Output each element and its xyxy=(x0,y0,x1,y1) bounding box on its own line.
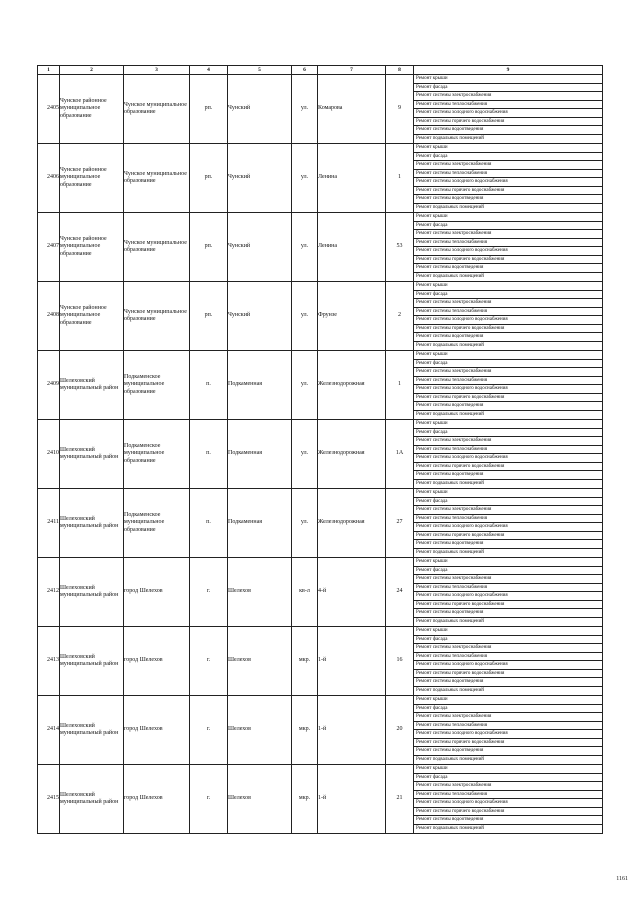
work-item: Ремонт системы горячего водоснабжения xyxy=(414,601,602,610)
column-header: 1 xyxy=(38,66,60,75)
house-cell: 27 xyxy=(386,489,414,558)
work-item: Ремонт фасада xyxy=(414,84,602,93)
work-item: Ремонт крыши xyxy=(414,282,602,291)
works-cell xyxy=(414,696,603,765)
work-item: Ремонт крыши xyxy=(414,213,602,222)
district-cell: Чунское районное муниципальное образование xyxy=(60,75,124,144)
street-cell: 4-й xyxy=(318,558,386,627)
place-cell: Подкаменная xyxy=(228,489,292,558)
work-item: Ремонт фасада xyxy=(414,774,602,783)
street-type-cell: ул. xyxy=(292,420,318,489)
work-item: Ремонт фасада xyxy=(414,429,602,438)
work-item: Ремонт системы холодного водоснабжения xyxy=(414,385,602,394)
work-item: Ремонт системы теплоснабжения xyxy=(414,446,602,455)
works-cell xyxy=(414,765,603,834)
place-type-cell: рп. xyxy=(190,213,228,282)
work-item: Ремонт системы холодного водоснабжения xyxy=(414,523,602,532)
work-item: Ремонт фасада xyxy=(414,291,602,300)
work-item: Ремонт крыши xyxy=(414,75,602,84)
place-cell: Шелехов xyxy=(228,696,292,765)
street-cell: 1-й xyxy=(318,696,386,765)
work-item: Ремонт системы электроснабжения xyxy=(414,713,602,722)
work-item: Ремонт системы горячего водоснабжения xyxy=(414,463,602,472)
table-row xyxy=(38,420,603,489)
work-item: Ремонт системы теплоснабжения xyxy=(414,653,602,662)
work-item: Ремонт системы водоотведения xyxy=(414,402,602,411)
column-header: 9 xyxy=(414,66,603,75)
place-type-cell: п. xyxy=(190,351,228,420)
district-cell: Шелеховский муниципальный район xyxy=(60,627,124,696)
work-item: Ремонт системы холодного водоснабжения xyxy=(414,592,602,601)
work-item: Ремонт системы теплоснабжения xyxy=(414,722,602,731)
works-cell xyxy=(414,627,603,696)
row-number: 2406 xyxy=(38,144,60,213)
page-number: 1161 xyxy=(616,876,628,882)
work-item: Ремонт системы теплоснабжения xyxy=(414,308,602,317)
table-row xyxy=(38,627,603,696)
work-item: Ремонт системы водоотведения xyxy=(414,195,602,204)
house-cell: 1 xyxy=(386,351,414,420)
district-cell: Чунское районное муниципальное образование xyxy=(60,282,124,351)
work-item: Ремонт системы электроснабжения xyxy=(414,506,602,515)
column-header: 3 xyxy=(124,66,190,75)
house-cell: 2 xyxy=(386,282,414,351)
work-item: Ремонт системы электроснабжения xyxy=(414,299,602,308)
work-item: Ремонт системы электроснабжения xyxy=(414,575,602,584)
works-cell xyxy=(414,213,603,282)
table-row xyxy=(38,765,603,834)
work-item: Ремонт системы электроснабжения xyxy=(414,437,602,446)
row-number: 2411 xyxy=(38,489,60,558)
district-cell: Шелеховский муниципальный район xyxy=(60,351,124,420)
register-table xyxy=(37,65,603,834)
settlement-cell: Подкаменское муниципальное образование xyxy=(124,420,190,489)
work-item: Ремонт системы электроснабжения xyxy=(414,782,602,791)
work-item: Ремонт системы горячего водоснабжения xyxy=(414,739,602,748)
place-type-cell: г. xyxy=(190,696,228,765)
work-item: Ремонт системы электроснабжения xyxy=(414,230,602,239)
place-type-cell: рп. xyxy=(190,75,228,144)
work-item: Ремонт системы водоотведения xyxy=(414,816,602,825)
street-type-cell: ул. xyxy=(292,75,318,144)
work-item: Ремонт подвальных помещений xyxy=(416,342,484,348)
settlement-cell: Чунское муниципальное образование xyxy=(124,144,190,213)
district-cell: Шелеховский муниципальный район xyxy=(60,558,124,627)
settlement-cell: Чунское муниципальное образование xyxy=(124,75,190,144)
district-cell: Шелеховский муниципальный район xyxy=(60,765,124,834)
place-cell: Шелехов xyxy=(228,627,292,696)
work-item: Ремонт фасада xyxy=(414,636,602,645)
street-type-cell: ул. xyxy=(292,489,318,558)
settlement-cell: город Шелехов xyxy=(124,696,190,765)
place-type-cell: рп. xyxy=(190,282,228,351)
table-row xyxy=(38,75,603,144)
work-item: Ремонт системы теплоснабжения xyxy=(414,101,602,110)
street-cell: Железнодорожная xyxy=(318,420,386,489)
work-item: Ремонт фасада xyxy=(414,705,602,714)
column-header: 8 xyxy=(386,66,414,75)
street-type-cell: мкр. xyxy=(292,627,318,696)
work-item: Ремонт системы холодного водоснабжения xyxy=(414,247,602,256)
work-item: Ремонт системы теплоснабжения xyxy=(414,584,602,593)
work-item: Ремонт крыши xyxy=(414,144,602,153)
works-cell xyxy=(414,558,603,627)
place-type-cell: п. xyxy=(190,489,228,558)
work-item: Ремонт системы водоотведения xyxy=(414,609,602,618)
work-item: Ремонт подвальных помещений xyxy=(416,825,484,831)
work-item: Ремонт системы теплоснабжения xyxy=(414,239,602,248)
works-cell xyxy=(414,489,603,558)
table-body xyxy=(38,75,603,834)
place-cell: Чунский xyxy=(228,144,292,213)
place-cell: Подкаменная xyxy=(228,420,292,489)
work-item: Ремонт системы водоотведения xyxy=(414,126,602,135)
works-cell xyxy=(414,282,603,351)
works-cell xyxy=(414,420,603,489)
settlement-cell: Подкаменское муниципальное образование xyxy=(124,489,190,558)
place-type-cell: рп. xyxy=(190,144,228,213)
table-row xyxy=(38,213,603,282)
work-item: Ремонт подвальных помещений xyxy=(416,549,484,555)
house-cell: 24 xyxy=(386,558,414,627)
place-cell: Чунский xyxy=(228,75,292,144)
street-type-cell: ул. xyxy=(292,144,318,213)
row-number: 2414 xyxy=(38,696,60,765)
work-item: Ремонт системы холодного водоснабжения xyxy=(414,316,602,325)
work-item: Ремонт системы горячего водоснабжения xyxy=(414,187,602,196)
work-item: Ремонт системы горячего водоснабжения xyxy=(414,808,602,817)
work-item: Ремонт системы электроснабжения xyxy=(414,161,602,170)
house-cell: 1А xyxy=(386,420,414,489)
work-item: Ремонт фасада xyxy=(414,222,602,231)
row-number: 2410 xyxy=(38,420,60,489)
column-header: 6 xyxy=(292,66,318,75)
work-item: Ремонт фасада xyxy=(414,567,602,576)
table-row xyxy=(38,489,603,558)
work-item: Ремонт системы водоотведения xyxy=(414,471,602,480)
work-item: Ремонт системы холодного водоснабжения xyxy=(414,730,602,739)
row-number: 2408 xyxy=(38,282,60,351)
work-item: Ремонт системы горячего водоснабжения xyxy=(414,325,602,334)
work-item: Ремонт подвальных помещений xyxy=(416,135,484,141)
header-row xyxy=(38,66,603,75)
column-header: 2 xyxy=(60,66,124,75)
house-cell: 20 xyxy=(386,696,414,765)
row-number: 2415 xyxy=(38,765,60,834)
house-cell: 21 xyxy=(386,765,414,834)
column-header: 5 xyxy=(228,66,292,75)
works-cell xyxy=(414,351,603,420)
district-cell: Чунское районное муниципальное образование xyxy=(60,213,124,282)
work-item: Ремонт системы холодного водоснабжения xyxy=(414,178,602,187)
work-item: Ремонт системы водоотведения xyxy=(414,264,602,273)
place-cell: Чунский xyxy=(228,213,292,282)
table-row xyxy=(38,282,603,351)
work-item: Ремонт системы холодного водоснабжения xyxy=(414,454,602,463)
work-item: Ремонт фасада xyxy=(414,153,602,162)
work-item: Ремонт фасада xyxy=(414,360,602,369)
work-item: Ремонт системы водоотведения xyxy=(414,678,602,687)
row-number: 2407 xyxy=(38,213,60,282)
settlement-cell: Чунское муниципальное образование xyxy=(124,213,190,282)
district-cell: Шелеховский муниципальный район xyxy=(60,696,124,765)
work-item: Ремонт крыши xyxy=(414,765,602,774)
street-type-cell: кв-л xyxy=(292,558,318,627)
district-cell: Шелеховский муниципальный район xyxy=(60,420,124,489)
work-item: Ремонт системы электроснабжения xyxy=(414,644,602,653)
district-cell: Шелеховский муниципальный район xyxy=(60,489,124,558)
street-cell: Железнодорожная xyxy=(318,351,386,420)
work-item: Ремонт крыши xyxy=(414,489,602,498)
work-item: Ремонт подвальных помещений xyxy=(416,618,484,624)
street-type-cell: мкр. xyxy=(292,765,318,834)
work-item: Ремонт системы электроснабжения xyxy=(414,92,602,101)
work-item: Ремонт системы водоотведения xyxy=(414,333,602,342)
house-cell: 16 xyxy=(386,627,414,696)
work-item: Ремонт системы теплоснабжения xyxy=(414,791,602,800)
work-item: Ремонт системы горячего водоснабжения xyxy=(414,532,602,541)
place-type-cell: г. xyxy=(190,765,228,834)
column-header: 7 xyxy=(318,66,386,75)
work-item: Ремонт системы горячего водоснабжения xyxy=(414,394,602,403)
table-row xyxy=(38,558,603,627)
work-item: Ремонт системы электроснабжения xyxy=(414,368,602,377)
table-row xyxy=(38,144,603,213)
street-cell: Ленина xyxy=(318,144,386,213)
street-cell: 1-й xyxy=(318,627,386,696)
work-item: Ремонт системы горячего водоснабжения xyxy=(414,118,602,127)
work-item: Ремонт подвальных помещений xyxy=(416,480,484,486)
table-row xyxy=(38,351,603,420)
street-type-cell: ул. xyxy=(292,351,318,420)
work-item: Ремонт крыши xyxy=(414,696,602,705)
house-cell: 53 xyxy=(386,213,414,282)
work-item: Ремонт фасада xyxy=(414,498,602,507)
works-cell xyxy=(414,144,603,213)
place-cell: Чунский xyxy=(228,282,292,351)
work-item: Ремонт системы теплоснабжения xyxy=(414,377,602,386)
street-cell: Ленина xyxy=(318,213,386,282)
work-item: Ремонт системы холодного водоснабжения xyxy=(414,661,602,670)
work-item: Ремонт системы водоотведения xyxy=(414,540,602,549)
work-item: Ремонт крыши xyxy=(414,558,602,567)
street-type-cell: ул. xyxy=(292,213,318,282)
settlement-cell: город Шелехов xyxy=(124,627,190,696)
work-item: Ремонт подвальных помещений xyxy=(416,756,484,762)
place-type-cell: г. xyxy=(190,627,228,696)
street-cell: Фрунзе xyxy=(318,282,386,351)
work-item: Ремонт крыши xyxy=(414,351,602,360)
place-type-cell: п. xyxy=(190,420,228,489)
work-item: Ремонт подвальных помещений xyxy=(416,411,484,417)
house-cell: 1 xyxy=(386,144,414,213)
settlement-cell: Чунское муниципальное образование xyxy=(124,282,190,351)
table-row xyxy=(38,696,603,765)
row-number: 2409 xyxy=(38,351,60,420)
work-item: Ремонт системы холодного водоснабжения xyxy=(414,799,602,808)
place-cell: Подкаменная xyxy=(228,351,292,420)
works-cell xyxy=(414,75,603,144)
place-cell: Шелехов xyxy=(228,558,292,627)
work-item: Ремонт системы холодного водоснабжения xyxy=(414,109,602,118)
work-item: Ремонт крыши xyxy=(414,627,602,636)
row-number: 2405 xyxy=(38,75,60,144)
work-item: Ремонт подвальных помещений xyxy=(416,273,484,279)
work-item: Ремонт системы теплоснабжения xyxy=(414,170,602,179)
street-cell: Железнодорожная xyxy=(318,489,386,558)
work-item: Ремонт системы теплоснабжения xyxy=(414,515,602,524)
work-item: Ремонт системы водоотведения xyxy=(414,747,602,756)
place-cell: Шелехов xyxy=(228,765,292,834)
work-item: Ремонт подвальных помещений xyxy=(416,687,484,693)
work-item: Ремонт системы горячего водоснабжения xyxy=(414,670,602,679)
work-item: Ремонт системы горячего водоснабжения xyxy=(414,256,602,265)
settlement-cell: город Шелехов xyxy=(124,558,190,627)
settlement-cell: Подкаменское муниципальное образование xyxy=(124,351,190,420)
column-header: 4 xyxy=(190,66,228,75)
street-cell: Комарова xyxy=(318,75,386,144)
street-type-cell: ул. xyxy=(292,282,318,351)
work-item: Ремонт крыши xyxy=(414,420,602,429)
work-item: Ремонт подвальных помещений xyxy=(416,204,484,210)
row-number: 2413 xyxy=(38,627,60,696)
street-type-cell: мкр. xyxy=(292,696,318,765)
settlement-cell: город Шелехов xyxy=(124,765,190,834)
district-cell: Чунское районное муниципальное образование xyxy=(60,144,124,213)
place-type-cell: г. xyxy=(190,558,228,627)
street-cell: 1-й xyxy=(318,765,386,834)
row-number: 2412 xyxy=(38,558,60,627)
house-cell: 9 xyxy=(386,75,414,144)
